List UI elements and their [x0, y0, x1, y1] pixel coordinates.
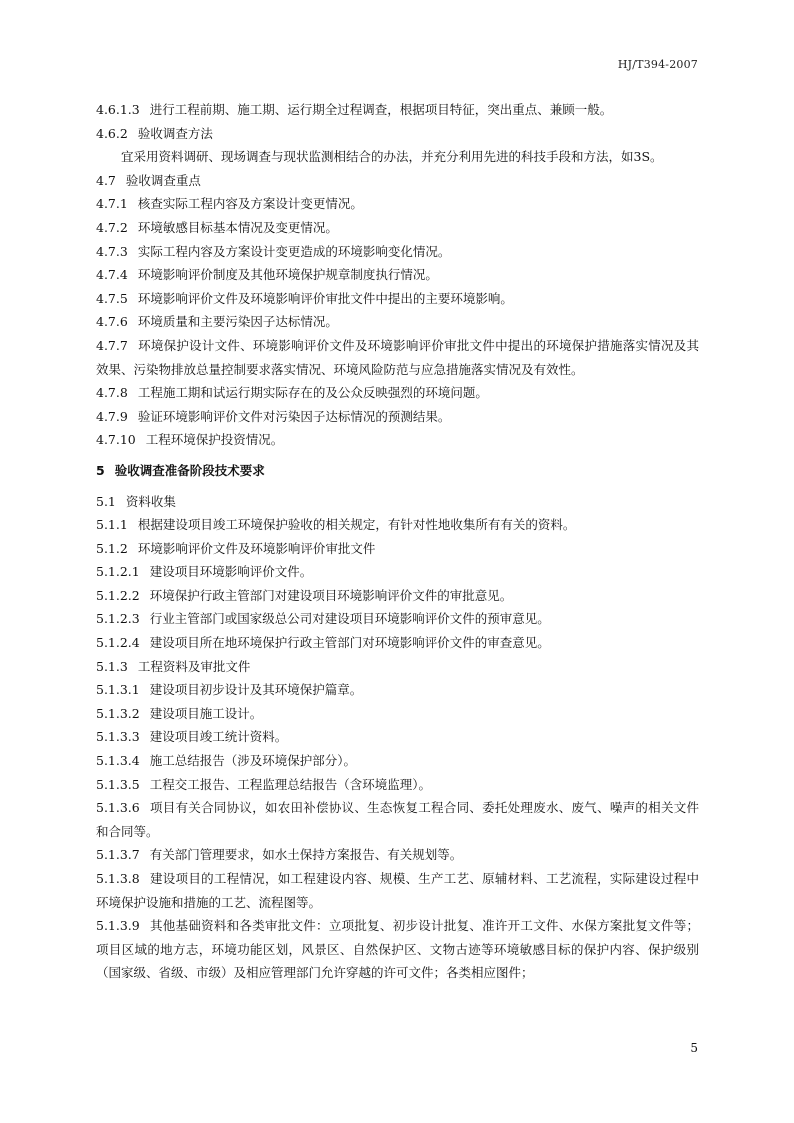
clause-4-7-8	[96, 381, 699, 405]
clause-number: 4.7.6	[96, 314, 128, 330]
clause-4-6-1-3	[96, 98, 699, 122]
clause-text: 验收调查重点	[125, 172, 201, 188]
clause-text: 其他基础资料和各类审批文件：立项批复、初步设计批复、准许开工文件、水保方案批复文件等；项目区域的地方志，环境功能区划，风景区、自然保护区、文物古迹等环境敏感目标的保护内容、保护级别（国家级、省级、市级）及相应管理部门允许穿越的许可文件；各类相应图件；	[96, 918, 699, 981]
clause-number: 4.7.5	[96, 290, 128, 306]
clause-text: 实际工程内容及方案设计变更造成的环境影响变化情况。	[137, 243, 451, 259]
clause-text: 行业主管部门或国家级总公司对建设项目环境影响评价文件的预审意见。	[149, 611, 550, 627]
document-body	[96, 98, 699, 985]
clause-text: 环境保护行政主管部门对建设项目环境影响评价文件的审批意见。	[149, 587, 513, 603]
clause-number: 5.1.2.1	[96, 564, 140, 580]
clause-number: 5.1.3.6	[96, 800, 140, 816]
clause-number: 5.1.2.4	[96, 635, 140, 651]
clause-text: 项目有关合同协议，如农田补偿协议、生态恢复工程合同、委托处理废水、废气、噪声的相关文件和合同等。	[96, 800, 699, 839]
clause-4-7	[96, 169, 699, 193]
clause-5-1	[96, 490, 699, 514]
clause-text: 核查实际工程内容及方案设计变更情况。	[137, 196, 363, 212]
clause-number: 4.7.7	[96, 337, 128, 353]
clause-number: 4.7.1	[96, 196, 128, 212]
clause-number: 5.1.2.3	[96, 611, 140, 627]
clause-number: 4.6.1.3	[96, 102, 140, 117]
paragraph-survey-method: 宜采用资料调研、现场调查与现状监测相结合的办法，并充分利用先进的科技手段和方法，如3S。	[121, 149, 663, 165]
clause-5-1-3-8	[96, 867, 699, 914]
clause-number: 5.1.2	[96, 540, 128, 556]
clause-5-1-3-3	[96, 725, 699, 749]
clause-number: 5.1.3	[96, 658, 128, 674]
clause-text: 施工总结报告（涉及环境保护部分）。	[149, 753, 356, 769]
clause-4-7-2	[96, 216, 699, 240]
clause-4-7-7	[96, 334, 699, 381]
clause-number: 5.1.3.3	[96, 729, 140, 745]
clause-4-7-3	[96, 240, 699, 264]
clause-number: 4.7.2	[96, 219, 128, 235]
clause-5-1-3-6	[96, 796, 699, 843]
clause-text: 环境影响评价文件及环境影响评价审批文件	[137, 540, 376, 556]
clause-number: 5.1.3.1	[96, 682, 140, 698]
clause-text: 验收调查方法	[137, 125, 213, 141]
clause-5-1-2-3	[96, 607, 699, 631]
section-heading-5	[96, 459, 699, 483]
clause-4-7-4	[96, 263, 699, 287]
clause-text: 环境保护设计文件、环境影响评价文件及环境影响评价审批文件中提出的环境保护措施落实情况及其效果、污染物排放总量控制要求落实情况、环境风险防范与应急措施落实情况及有效性。	[96, 337, 699, 377]
clause-text: 环境敏感目标基本情况及变更情况。	[137, 219, 338, 235]
clause-text: 建设项目施工设计。	[149, 705, 263, 721]
clause-text: 建设项目初步设计及其环境保护篇章。	[149, 682, 363, 698]
clause-4-7-9	[96, 405, 699, 429]
clause-5-1-3-4	[96, 749, 699, 773]
clause-number: 5.1	[96, 493, 116, 509]
clause-text: 环境质量和主要污染因子达标情况。	[137, 314, 338, 330]
clause-text: 工程环境保护投资情况。	[145, 432, 284, 448]
clause-text: 建设项目环境影响评价文件。	[149, 564, 313, 580]
clause-4-6-2	[96, 122, 699, 146]
clause-4-7-6	[96, 310, 699, 334]
clause-text: 建设项目所在地环境保护行政主管部门对环境影响评价文件的审查意见。	[149, 635, 550, 651]
document-code: HJ/T394-2007	[617, 58, 698, 71]
clause-number: 5.1.3.5	[96, 776, 140, 792]
clause-text: 验证环境影响评价文件对污染因子达标情况的预测结果。	[137, 408, 451, 424]
clause-number: 4.7	[96, 172, 116, 188]
clause-text: 进行工程前期、施工期、运行期全过程调查，根据项目特征，突出重点、兼顾一般。	[149, 102, 613, 117]
clause-5-1-2-4	[96, 631, 699, 655]
clause-text: 环境影响评价文件及环境影响评价审批文件中提出的主要环境影响。	[137, 290, 513, 306]
clause-text: 建设项目竣工统计资料。	[149, 729, 288, 745]
clause-text: 建设项目的工程情况，如工程建设内容、规模、生产工艺、原辅材料、工艺流程，实际建设过程中环境保护设施和措施的工艺、流程图等。	[96, 871, 699, 910]
clause-number: 4.7.4	[96, 267, 128, 283]
clause-number: 5.1.3.9	[96, 918, 140, 934]
clause-text: 根据建设项目竣工环境保护验收的相关规定，有针对性地收集所有有关的资料。	[137, 517, 576, 533]
clause-number: 5.1.3.2	[96, 705, 140, 721]
clause-number: 5.1.2.2	[96, 587, 140, 603]
clause-4-7-5	[96, 287, 699, 311]
clause-text: 工程施工期和试运行期实际存在的及公众反映强烈的环境问题。	[137, 385, 488, 401]
section-title: 验收调查准备阶段技术要求	[114, 462, 265, 478]
clause-number: 5.1.3.7	[96, 847, 140, 863]
clause-number: 5.1.1	[96, 517, 128, 533]
clause-number: 5.1.3.4	[96, 753, 140, 769]
clause-5-1-3-2	[96, 702, 699, 726]
clause-5-1-3-5	[96, 773, 699, 797]
clause-4-7-1	[96, 192, 699, 216]
clause-number: 4.6.2	[96, 125, 128, 141]
clause-number: 4.7.10	[96, 432, 136, 448]
clause-5-1-2	[96, 537, 699, 561]
clause-5-1-3-7	[96, 843, 699, 867]
clause-5-1-1	[96, 513, 699, 537]
clause-text: 资料收集	[125, 493, 176, 509]
page-number: 5	[690, 1041, 698, 1055]
clause-number: 4.7.8	[96, 385, 128, 401]
clause-5-1-2-1	[96, 560, 699, 584]
clause-text: 工程资料及审批文件	[137, 658, 251, 674]
section-number: 5	[96, 462, 105, 478]
clause-number: 5.1.3.8	[96, 871, 140, 886]
clause-5-1-3-1	[96, 678, 699, 702]
clause-5-1-3-9	[96, 914, 699, 985]
clause-5-1-2-2	[96, 584, 699, 608]
clause-text: 有关部门管理要求，如水土保持方案报告、有关规划等。	[149, 847, 463, 863]
clause-5-1-3	[96, 655, 699, 679]
clause-number: 4.7.9	[96, 408, 128, 424]
clause-4-7-10	[96, 428, 699, 452]
clause-number: 4.7.3	[96, 243, 128, 259]
clause-text: 环境影响评价制度及其他环境保护规章制度执行情况。	[137, 267, 438, 283]
clause-text: 工程交工报告、工程监理总结报告（含环境监理）。	[149, 776, 431, 792]
